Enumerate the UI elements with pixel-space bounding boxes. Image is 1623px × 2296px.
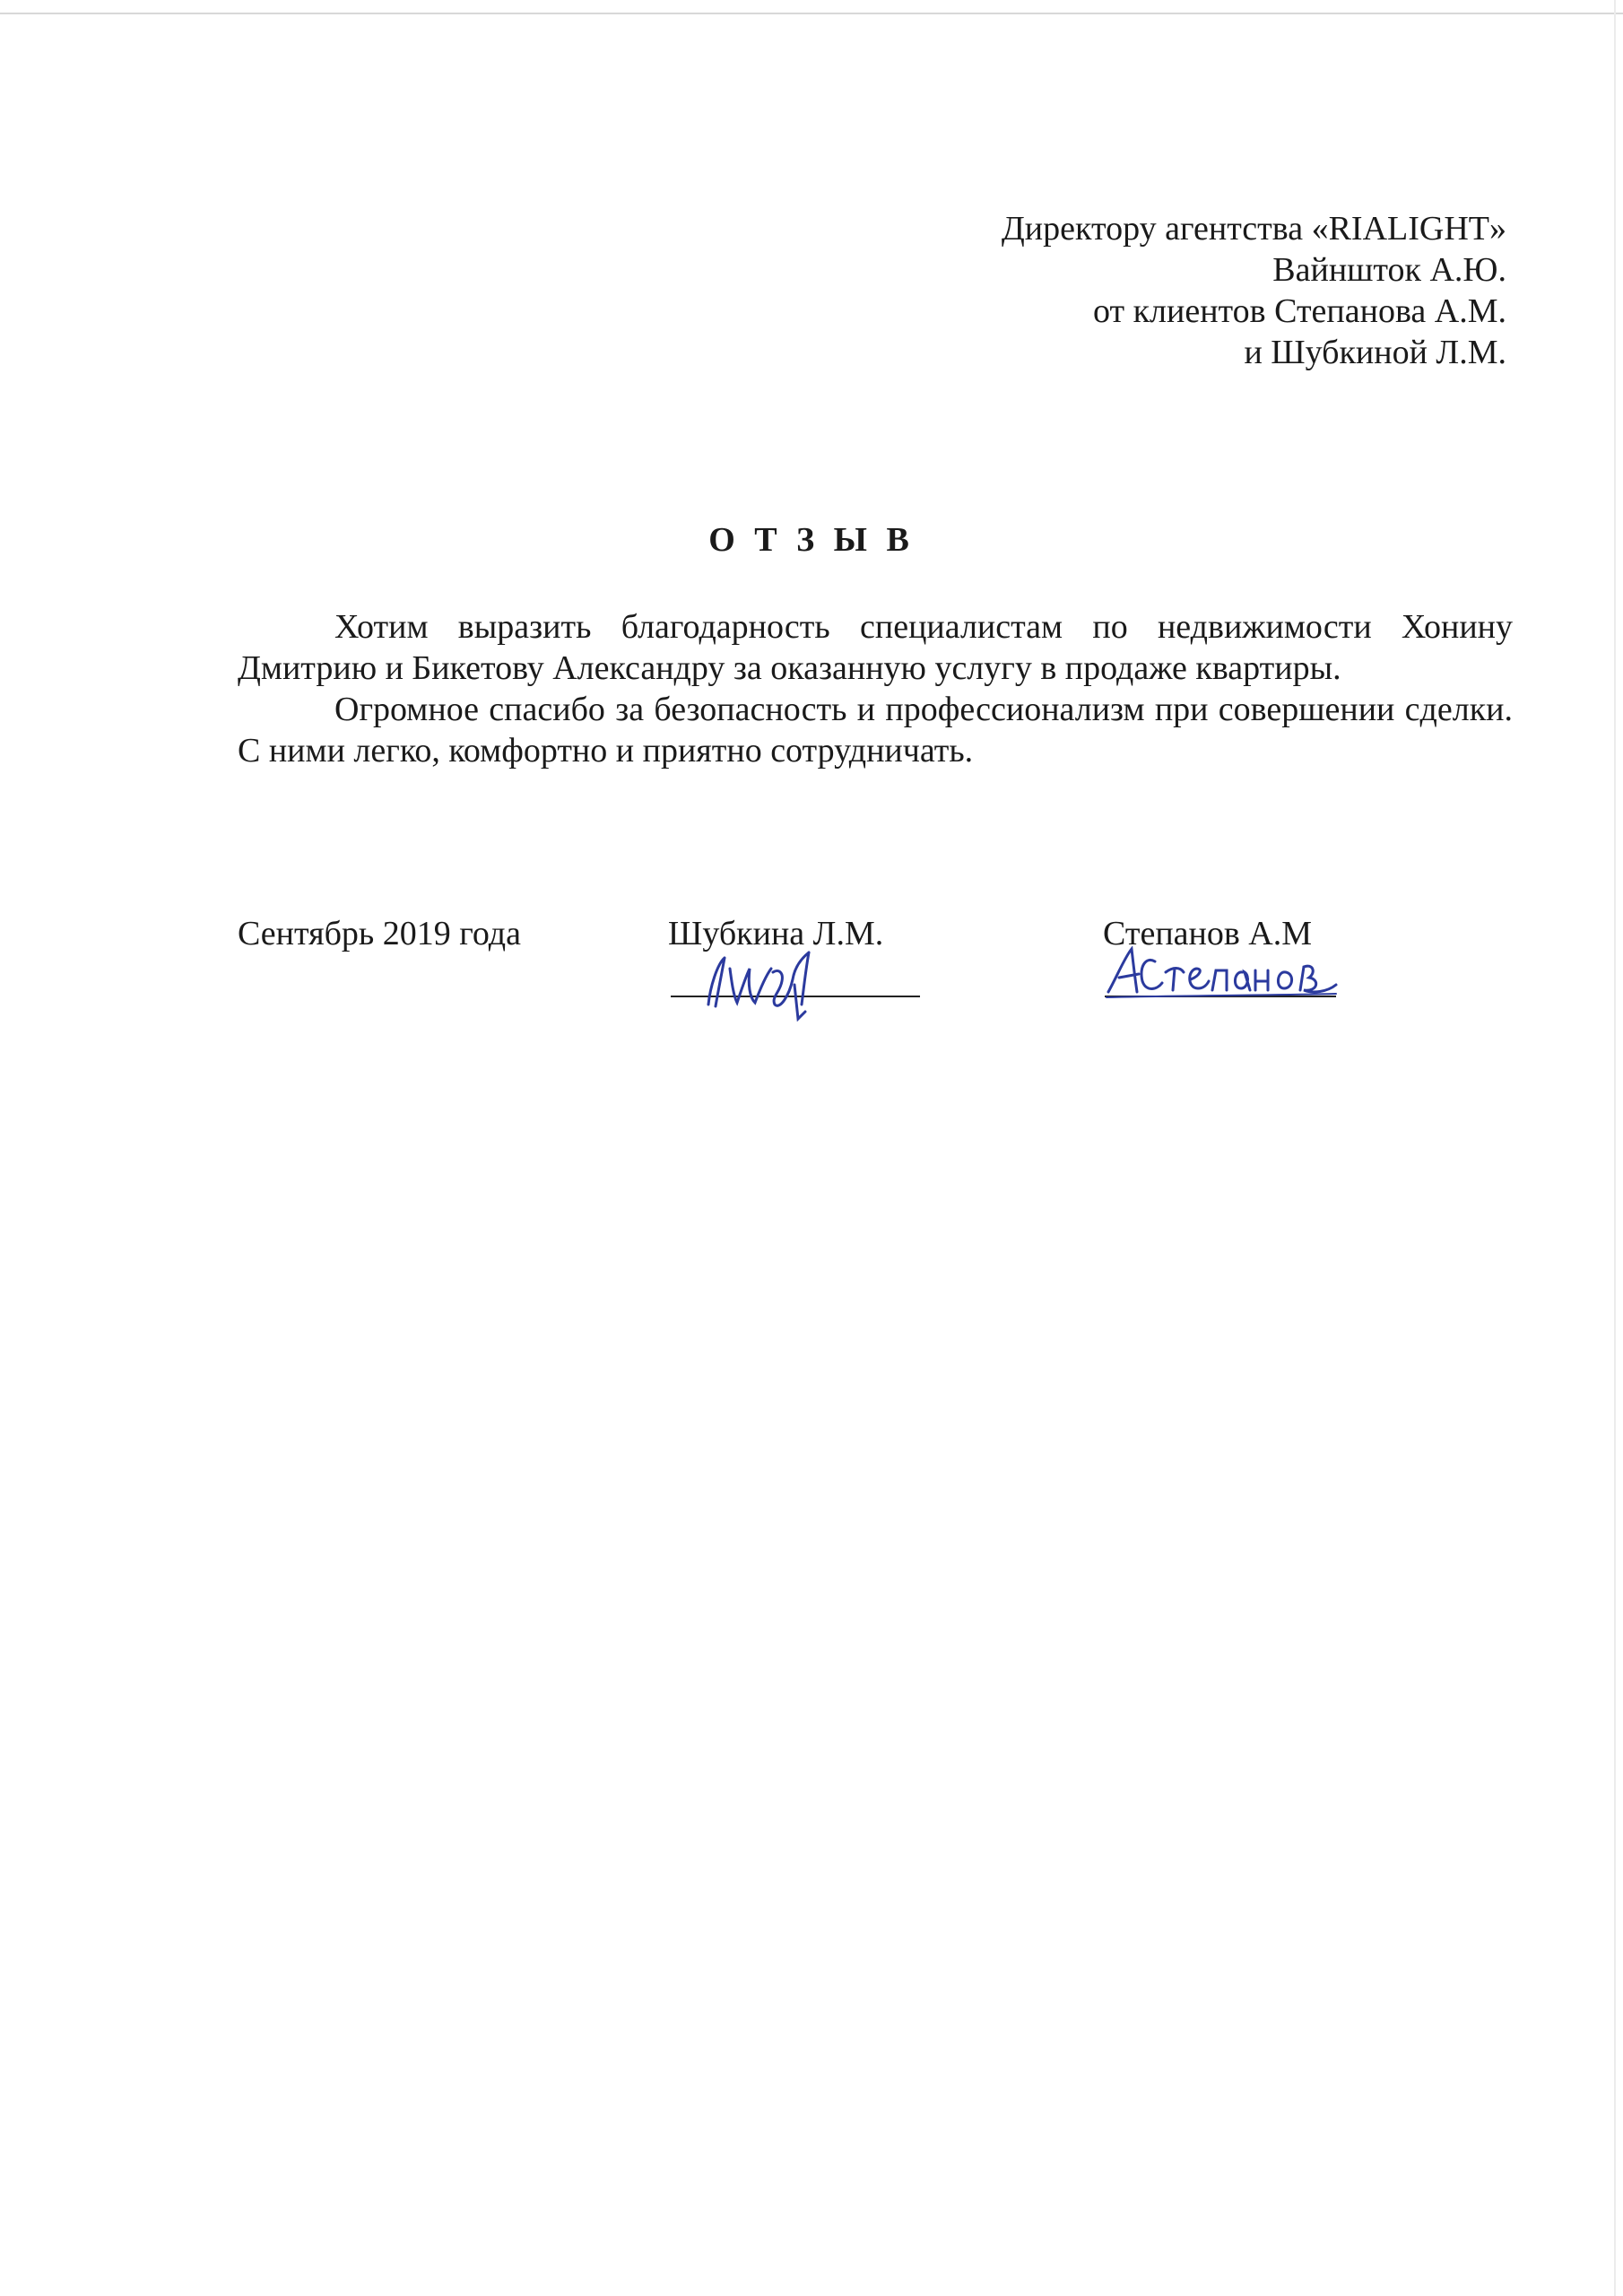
body-paragraph-1: Хотим выразить благодарность специалистам по недвижимости Хонину Дмитрию и Бикетову Александру за оказанную услугу в продаже квартиры.: [238, 608, 1513, 687]
document-title: О Т З Ы В: [708, 521, 915, 559]
scan-edge-right: [1614, 0, 1616, 2296]
addressee-block: [1002, 208, 1506, 373]
addressee-line-3: от клиентов Степанова А.М.: [1092, 292, 1506, 330]
signer-1-name: Шубкина Л.М.: [668, 915, 884, 952]
signer-2-handwritten-signature: [1101, 940, 1343, 1003]
signer-1-handwritten-signature: [690, 933, 843, 1031]
body-text: [238, 606, 1513, 771]
addressee-line-4: и Шубкиной Л.М.: [1244, 334, 1506, 371]
addressee-line-1: Директору агентства «RIALIGHT»: [1001, 210, 1506, 248]
body-paragraph-2: Огромное спасибо за безопасность и профессионализм при совершении сделки. С ними легко, комфортно и приятно сотрудничать.: [238, 691, 1513, 770]
addressee-line-2: Вайншток А.Ю.: [1272, 251, 1506, 289]
signer-2-name: Степанов А.М: [1103, 915, 1313, 952]
scan-edge-top: [0, 13, 1623, 14]
signature-date: Сентябрь 2019 года: [238, 915, 522, 952]
